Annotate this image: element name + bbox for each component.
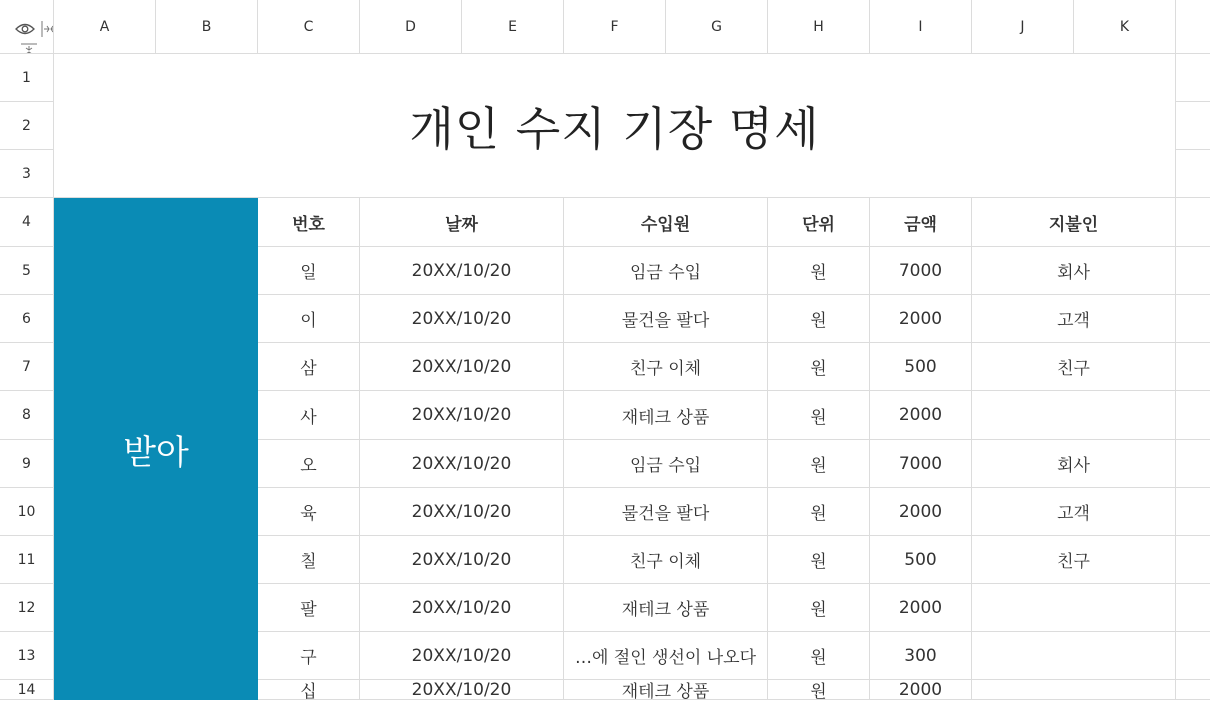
column-header-d[interactable]: D bbox=[360, 0, 462, 54]
cell-source[interactable]: 재테크 상품 bbox=[564, 680, 768, 700]
header-date[interactable]: 날짜 bbox=[360, 198, 564, 247]
header-payer[interactable]: 지불인 bbox=[972, 198, 1176, 247]
cell-unit[interactable]: 원 bbox=[768, 488, 870, 536]
income-section-label[interactable]: 받아 bbox=[54, 198, 258, 700]
row-header-9[interactable]: 9 bbox=[0, 440, 54, 488]
column-header-h[interactable]: H bbox=[768, 0, 870, 54]
cell-amount[interactable]: 300 bbox=[870, 632, 972, 680]
cell-number[interactable]: 십 bbox=[258, 680, 360, 700]
header-number[interactable]: 번호 bbox=[258, 198, 360, 247]
cell-overflow bbox=[1176, 198, 1210, 247]
cell-date[interactable]: 20XX/10/20 bbox=[360, 343, 564, 391]
column-header-e[interactable]: E bbox=[462, 0, 564, 54]
cell-unit[interactable]: 원 bbox=[768, 680, 870, 700]
cell-payer[interactable] bbox=[972, 680, 1176, 700]
cell-source[interactable]: 물건을 팔다 bbox=[564, 295, 768, 343]
cell-number[interactable]: 일 bbox=[258, 247, 360, 295]
cell-payer[interactable]: 친구 bbox=[972, 536, 1176, 584]
cell-date[interactable]: 20XX/10/20 bbox=[360, 391, 564, 440]
header-amount[interactable]: 금액 bbox=[870, 198, 972, 247]
row-header-13[interactable]: 13 bbox=[0, 632, 54, 680]
cell-unit[interactable]: 원 bbox=[768, 440, 870, 488]
cell-date[interactable]: 20XX/10/20 bbox=[360, 247, 564, 295]
cell-payer[interactable]: 고객 bbox=[972, 488, 1176, 536]
cell-overflow bbox=[1176, 54, 1210, 102]
cell-payer[interactable]: 친구 bbox=[972, 343, 1176, 391]
column-header-a[interactable]: A bbox=[54, 0, 156, 54]
cell-number[interactable]: 이 bbox=[258, 295, 360, 343]
column-header-f[interactable]: F bbox=[564, 0, 666, 54]
cell-amount[interactable]: 2000 bbox=[870, 488, 972, 536]
cell-amount[interactable]: 2000 bbox=[870, 584, 972, 632]
collapse-columns-icon[interactable] bbox=[40, 20, 54, 38]
cell-source[interactable]: 친구 이체 bbox=[564, 536, 768, 584]
row-header-7[interactable]: 7 bbox=[0, 343, 54, 391]
cell-date[interactable]: 20XX/10/20 bbox=[360, 536, 564, 584]
cell-overflow bbox=[1176, 488, 1210, 536]
cell-date[interactable]: 20XX/10/20 bbox=[360, 584, 564, 632]
column-header-i[interactable]: I bbox=[870, 0, 972, 54]
cell-source[interactable]: 임금 수입 bbox=[564, 440, 768, 488]
cell-number[interactable]: 사 bbox=[258, 391, 360, 440]
cell-source[interactable]: 재테크 상품 bbox=[564, 584, 768, 632]
row-header-14[interactable]: 14 bbox=[0, 680, 54, 700]
column-header-k[interactable]: K bbox=[1074, 0, 1176, 54]
cell-overflow bbox=[1176, 295, 1210, 343]
row-header-8[interactable]: 8 bbox=[0, 391, 54, 440]
cell-date[interactable]: 20XX/10/20 bbox=[360, 440, 564, 488]
cell-source[interactable]: 친구 이체 bbox=[564, 343, 768, 391]
cell-overflow bbox=[1176, 343, 1210, 391]
cell-overflow bbox=[1176, 584, 1210, 632]
cell-payer[interactable] bbox=[972, 391, 1176, 440]
header-unit[interactable]: 단위 bbox=[768, 198, 870, 247]
cell-amount[interactable]: 500 bbox=[870, 343, 972, 391]
cell-number[interactable]: 팔 bbox=[258, 584, 360, 632]
corner-cell[interactable] bbox=[0, 0, 54, 54]
cell-source[interactable]: …에 절인 생선이 나오다 bbox=[564, 632, 768, 680]
cell-unit[interactable]: 원 bbox=[768, 584, 870, 632]
cell-payer[interactable]: 회사 bbox=[972, 440, 1176, 488]
cell-date[interactable]: 20XX/10/20 bbox=[360, 488, 564, 536]
cell-unit[interactable]: 원 bbox=[768, 632, 870, 680]
row-header-11[interactable]: 11 bbox=[0, 536, 54, 584]
row-header-6[interactable]: 6 bbox=[0, 295, 54, 343]
cell-number[interactable]: 구 bbox=[258, 632, 360, 680]
header-source[interactable]: 수입원 bbox=[564, 198, 768, 247]
cell-unit[interactable]: 원 bbox=[768, 247, 870, 295]
cell-number[interactable]: 육 bbox=[258, 488, 360, 536]
row-header-10[interactable]: 10 bbox=[0, 488, 54, 536]
row-header-3[interactable]: 3 bbox=[0, 150, 54, 198]
cell-overflow bbox=[1176, 391, 1210, 440]
cell-unit[interactable]: 원 bbox=[768, 391, 870, 440]
row-header-12[interactable]: 12 bbox=[0, 584, 54, 632]
cell-source[interactable]: 물건을 팔다 bbox=[564, 488, 768, 536]
cell-unit[interactable]: 원 bbox=[768, 536, 870, 584]
row-header-5[interactable]: 5 bbox=[0, 247, 54, 295]
cell-date[interactable]: 20XX/10/20 bbox=[360, 680, 564, 700]
cell-amount[interactable]: 7000 bbox=[870, 440, 972, 488]
column-header-g[interactable]: G bbox=[666, 0, 768, 54]
cell-overflow bbox=[1176, 440, 1210, 488]
cell-amount[interactable]: 500 bbox=[870, 536, 972, 584]
sheet-title[interactable]: 개인 수지 기장 명세 bbox=[54, 54, 1176, 198]
cell-source[interactable]: 재테크 상품 bbox=[564, 391, 768, 440]
column-header-c[interactable]: C bbox=[258, 0, 360, 54]
column-header-overflow bbox=[1176, 0, 1210, 54]
cell-date[interactable]: 20XX/10/20 bbox=[360, 632, 564, 680]
column-header-j[interactable]: J bbox=[972, 0, 1074, 54]
cell-payer[interactable] bbox=[972, 632, 1176, 680]
row-header-1[interactable]: 1 bbox=[0, 54, 54, 102]
eye-icon[interactable] bbox=[15, 22, 35, 36]
cell-number[interactable]: 칠 bbox=[258, 536, 360, 584]
column-header-b[interactable]: B bbox=[156, 0, 258, 54]
cell-amount[interactable]: 2000 bbox=[870, 680, 972, 700]
cell-number[interactable]: 오 bbox=[258, 440, 360, 488]
cell-payer[interactable]: 회사 bbox=[972, 247, 1176, 295]
cell-overflow bbox=[1176, 247, 1210, 295]
row-header-2[interactable]: 2 bbox=[0, 102, 54, 150]
cell-source[interactable]: 임금 수입 bbox=[564, 247, 768, 295]
cell-overflow bbox=[1176, 632, 1210, 680]
row-header-4[interactable]: 4 bbox=[0, 198, 54, 247]
cell-amount[interactable]: 2000 bbox=[870, 295, 972, 343]
cell-date[interactable]: 20XX/10/20 bbox=[360, 295, 564, 343]
cell-unit[interactable]: 원 bbox=[768, 295, 870, 343]
cell-overflow bbox=[1176, 150, 1210, 198]
cell-number[interactable]: 삼 bbox=[258, 343, 360, 391]
cell-payer[interactable] bbox=[972, 584, 1176, 632]
cell-payer[interactable]: 고객 bbox=[972, 295, 1176, 343]
cell-overflow bbox=[1176, 680, 1210, 700]
cell-unit[interactable]: 원 bbox=[768, 343, 870, 391]
collapse-rows-icon[interactable] bbox=[20, 42, 38, 54]
cell-amount[interactable]: 7000 bbox=[870, 247, 972, 295]
cell-amount[interactable]: 2000 bbox=[870, 391, 972, 440]
cell-overflow bbox=[1176, 536, 1210, 584]
cell-overflow bbox=[1176, 102, 1210, 150]
